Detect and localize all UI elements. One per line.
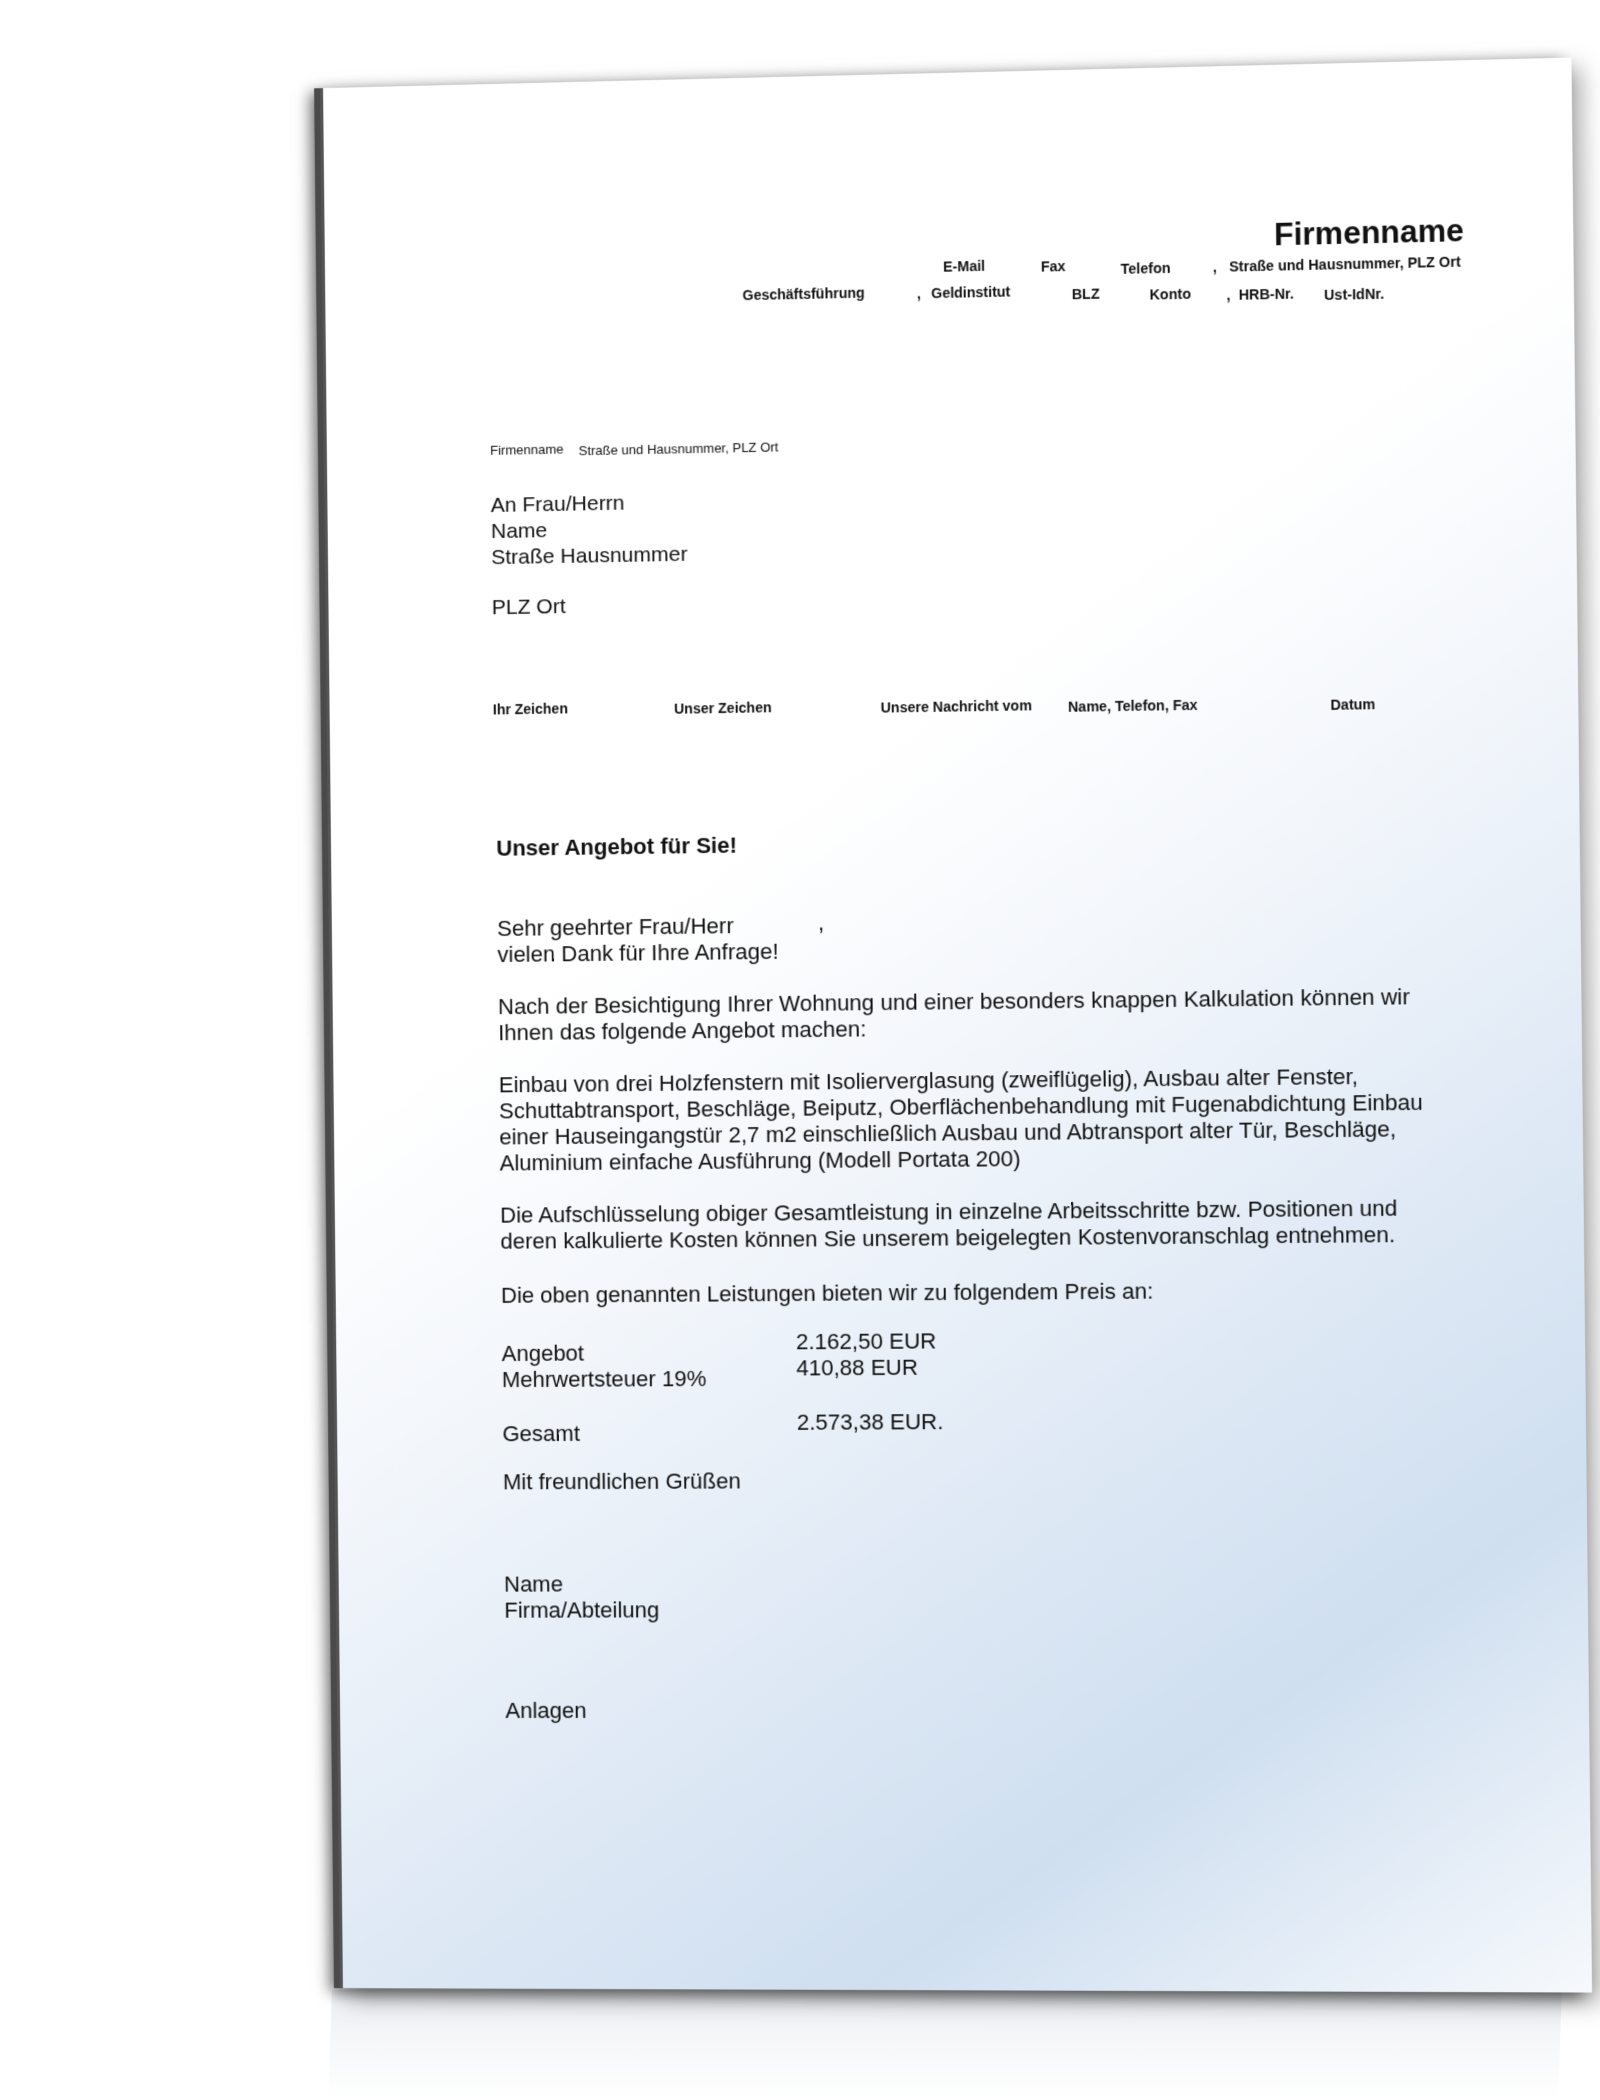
price-gesamt-value: 2.573,38 EUR. xyxy=(796,1408,944,1435)
paragraph-2-line-4: Aluminium einfache Ausführung (Modell Portata 200) xyxy=(499,1145,1021,1176)
letterhead-fax: Fax xyxy=(1040,257,1066,275)
letterhead-email: E-Mail xyxy=(942,257,986,275)
recipient-line-2: Name xyxy=(490,519,548,544)
paragraph-3-line-2: deren kalkulierte Kosten können Sie unserem beigelegten Kostenvoranschlag entnehmen. xyxy=(500,1221,1396,1254)
paragraph-3-line-1: Die Aufschlüsselung obiger Gesamtleistung in einzelne Arbeitsschritte bzw. Positionen und xyxy=(500,1195,1398,1228)
letterhead-comma: , xyxy=(916,285,921,302)
recipient-line-1: An Frau/Herrn xyxy=(490,491,625,518)
salutation-comma: , xyxy=(817,909,825,936)
ref-ihr-zeichen: Ihr Zeichen xyxy=(492,700,569,718)
attachments: Anlagen xyxy=(505,1697,587,1723)
thanks-line: vielen Dank für Ihre Anfrage! xyxy=(497,938,779,968)
paragraph-1-line-2: Ihnen das folgende Angebot machen: xyxy=(498,1016,867,1046)
signature-name: Name xyxy=(503,1571,564,1597)
letterhead-geldinstitut: Geldinstitut xyxy=(931,283,1011,302)
price-mwst-label: Mehrwertsteuer 19% xyxy=(501,1365,707,1393)
sender-firm: Firmenname xyxy=(490,441,564,458)
ref-unser-zeichen: Unser Zeichen xyxy=(673,699,772,717)
letterhead-hrb: HRB-Nr. xyxy=(1238,285,1294,303)
letterhead-blz: BLZ xyxy=(1071,285,1100,303)
price-angebot-value: 2.162,50 EUR xyxy=(795,1328,937,1355)
recipient-line-3: Straße Hausnummer xyxy=(491,542,688,570)
letterhead-ustid: Ust-IdNr. xyxy=(1323,285,1385,304)
sender-address: Straße und Hausnummer, PLZ Ort xyxy=(578,439,779,459)
ref-datum: Datum xyxy=(1330,695,1376,713)
paragraph-2-line-1: Einbau von drei Holzfenstern mit Isolierverglasung (zweiflügelig), Ausbau alter Fenster, xyxy=(498,1063,1359,1098)
paragraph-2-line-3: einer Hauseingangstür 2,7 m2 einschließlich Ausbau und Abtransport alter Tür, Beschläge, xyxy=(499,1116,1397,1150)
price-gesamt-label: Gesamt xyxy=(502,1420,581,1447)
letterhead-address: Straße und Hausnummer, PLZ Ort xyxy=(1229,253,1461,275)
ref-nachricht-vom: Unsere Nachricht vom xyxy=(880,697,1032,716)
letterhead-comma: , xyxy=(1212,258,1217,276)
letter-subject: Unser Angebot für Sie! xyxy=(496,832,738,861)
salutation: Sehr geehrter Frau/Herr xyxy=(497,913,734,942)
closing: Mit freundlichen Grüßen xyxy=(502,1468,741,1495)
letter-sheet xyxy=(320,58,1592,1993)
price-angebot-label: Angebot xyxy=(501,1340,585,1367)
paragraph-2-line-2: Schuttabtransport, Beschläge, Beiputz, Oberflächenbehandlung mit Fugenabdichtung Einbau xyxy=(498,1089,1423,1124)
letterhead-geschaeftsfuehrung: Geschäftsführung xyxy=(742,284,865,304)
sheet-reflection xyxy=(328,1990,1562,2100)
recipient-line-4: PLZ Ort xyxy=(491,594,566,620)
letterhead-telefon: Telefon xyxy=(1120,259,1171,277)
letterhead-firm-name: Firmenname xyxy=(1273,212,1465,253)
letterhead-konto: Konto xyxy=(1149,285,1192,303)
paragraph-1-line-1: Nach der Besichtigung Ihrer Wohnung und einer besonders knappen Kalkulation können wir xyxy=(497,984,1411,1020)
price-mwst-value: 410,88 EUR xyxy=(796,1354,919,1381)
signature-department: Firma/Abteilung xyxy=(504,1597,660,1623)
letterhead-comma: , xyxy=(1226,286,1231,304)
paragraph-4: Die oben genannten Leistungen bieten wir zu folgendem Preis an: xyxy=(500,1278,1154,1308)
ref-name-tel-fax: Name, Telefon, Fax xyxy=(1067,696,1198,715)
